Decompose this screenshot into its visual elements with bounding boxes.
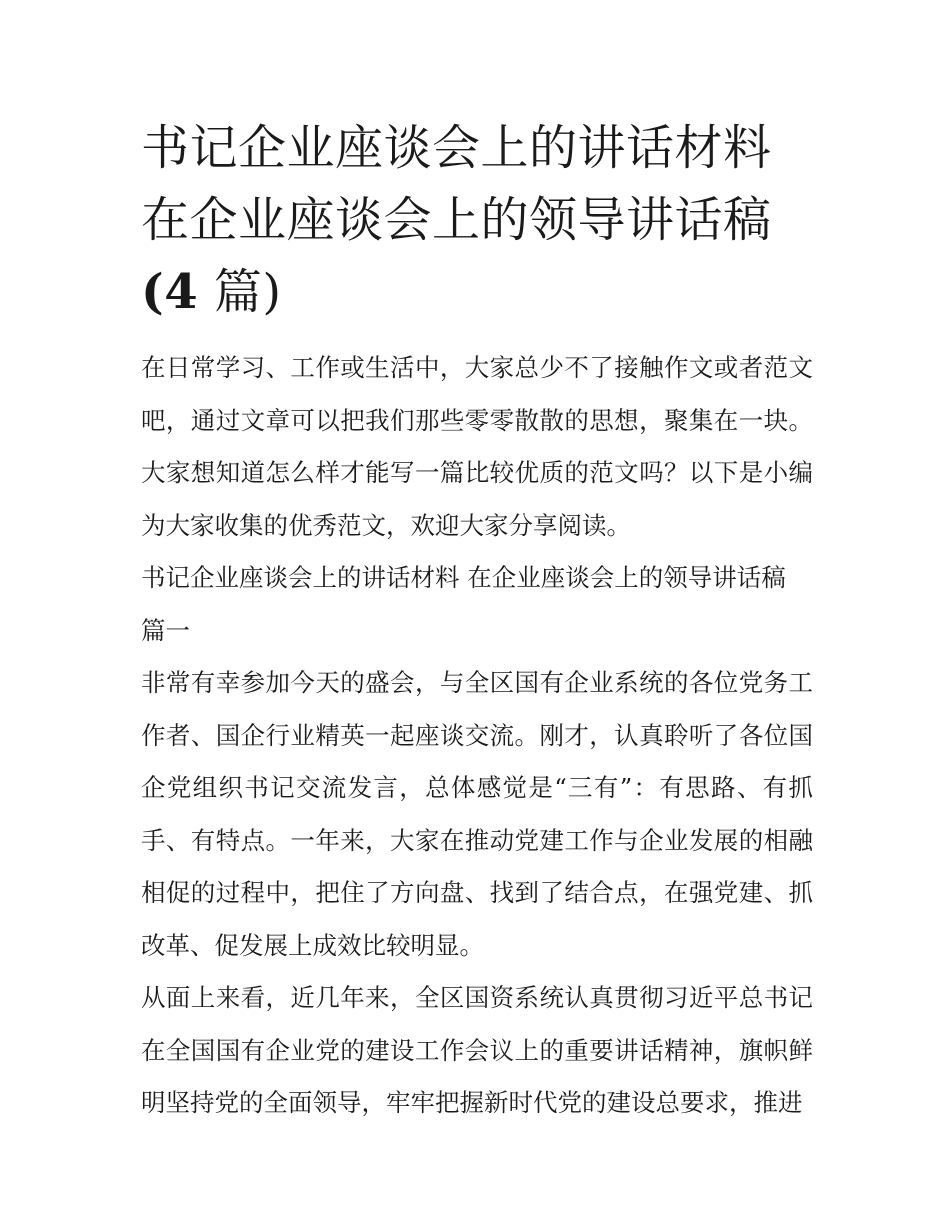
section-heading-line-1: 书记企业座谈会上的讲话材料 在企业座谈会上的领导讲话稿 [141,563,786,592]
intro-paragraph: 在日常学习、工作或生活中，大家总少不了接触作文或者范文吧，通过文章可以把我们那些零零散散的思想，聚集在一块。大家想知道怎么样才能写一篇比较优质的范文吗？以下是小编为大家收集的优秀范文，欢迎大家分享阅读。 [141,353,813,540]
title-line-2: 在企业座谈会上的领导讲话稿 [141,192,772,248]
section-heading [141,552,813,657]
document-title [141,112,801,328]
document-content [141,112,813,1130]
body-paragraph-1: 非常有幸参加今天的盛会，与全区国有企业系统的各位党务工作者、国企行业精英一起座谈交流。刚才，认真聆听了各位国企党组织书记交流发言，总体感觉是“三有”：有思路、有抓手、有特点。一年来，大家在推动党建工作与企业发展的相融相促的过程中，把住了方向盘、找到了结合点，在强党建、抓改革、促发展上成效比较明显。 [141,668,813,960]
title-line-1: 书记企业座谈会上的讲话材料 [141,120,772,176]
title-count-number: (4 [141,264,199,320]
body-paragraph-2: 从面上来看，近几年来，全区国资系统认真贯彻习近平总书记在全国国有企业党的建设工作会议上的重要讲话精神，旗帜鲜明坚持党的全面领导，牢牢把握新时代党的建设总要求，推进 [141,983,813,1117]
title-count-suffix: 篇) [198,264,282,320]
section-heading-line-2: 篇一 [141,615,190,645]
